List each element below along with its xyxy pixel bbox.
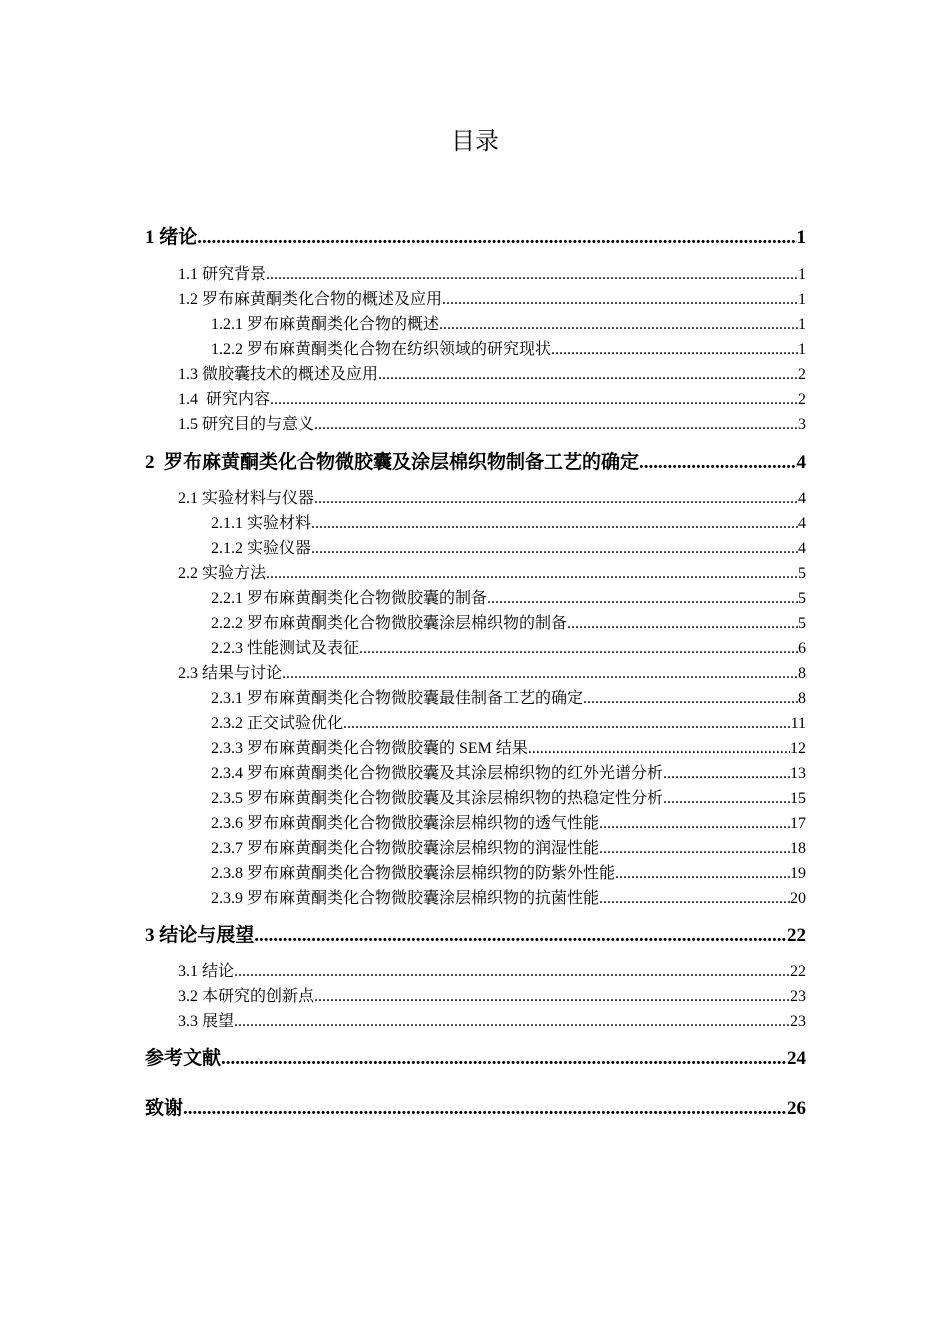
dot-leader bbox=[311, 513, 798, 535]
dot-leader bbox=[378, 364, 798, 386]
toc-page-number: 4 bbox=[798, 540, 806, 557]
toc-page-number: 22 bbox=[790, 963, 806, 980]
toc-page-number: 1 bbox=[798, 316, 806, 333]
toc-page-number: 13 bbox=[790, 765, 806, 782]
dot-leader bbox=[270, 389, 798, 411]
toc-entry-2-3-1[interactable] bbox=[211, 688, 806, 710]
toc-entry-1-2[interactable] bbox=[178, 289, 806, 311]
dot-leader bbox=[439, 314, 798, 336]
dot-leader bbox=[314, 414, 798, 436]
dot-leader bbox=[663, 788, 790, 810]
toc-page-number: 1 bbox=[798, 291, 806, 308]
toc-entry-label: 1.5 研究目的与意义 bbox=[178, 416, 315, 433]
toc-entry-2-1-2[interactable] bbox=[211, 538, 806, 560]
toc-entry-label: 致谢 bbox=[145, 1098, 184, 1119]
toc-entry-label: 1 绪论 bbox=[145, 227, 198, 248]
toc-entry-label: 2.3.4 罗布麻黄酮类化合物微胶囊及其涂层棉织物的红外光谱分析 bbox=[211, 765, 664, 782]
dot-leader bbox=[551, 339, 798, 361]
dot-leader bbox=[528, 738, 790, 760]
toc-entry-label: 2.3 结果与讨论 bbox=[178, 665, 283, 682]
toc-entry-2-2-1[interactable] bbox=[211, 588, 806, 610]
toc-entry-label: 1.3 微胶囊技术的概述及应用 bbox=[178, 366, 379, 383]
toc-entry-1-1[interactable] bbox=[178, 264, 806, 286]
toc-entry-label: 3.3 展望 bbox=[178, 1013, 235, 1030]
dot-leader bbox=[442, 289, 798, 311]
toc-page-number: 6 bbox=[798, 640, 806, 657]
toc-entry-label: 2.1 实验材料与仪器 bbox=[178, 490, 315, 507]
dot-leader bbox=[314, 986, 790, 1008]
dot-leader bbox=[599, 888, 790, 910]
toc-entry-1-5[interactable] bbox=[178, 414, 806, 436]
toc-entry-label: 2.2.3 性能测试及表征 bbox=[211, 640, 360, 657]
toc-page-number: 23 bbox=[790, 988, 806, 1005]
dot-leader bbox=[487, 588, 798, 610]
toc-entry-acknowledgements[interactable] bbox=[145, 1096, 806, 1122]
toc-page-number: 4 bbox=[798, 490, 806, 507]
toc-entry-label: 3.2 本研究的创新点 bbox=[178, 988, 315, 1005]
toc-entry-label: 2.3.2 正交试验优化 bbox=[211, 715, 344, 732]
toc-entry-3-1[interactable] bbox=[178, 961, 806, 983]
toc-entry-chapter-2[interactable] bbox=[145, 450, 806, 476]
toc-entry-label: 2.2.1 罗布麻黄酮类化合物微胶囊的制备 bbox=[211, 590, 488, 607]
toc-entry-1-4[interactable] bbox=[178, 389, 806, 411]
toc-page-number: 2 bbox=[798, 366, 806, 383]
toc-entry-2-3-8[interactable] bbox=[211, 863, 806, 885]
toc-entry-label: 2.3.3 罗布麻黄酮类化合物微胶囊的 SEM 结果 bbox=[211, 740, 528, 757]
dot-leader bbox=[343, 713, 791, 735]
toc-page-number: 4 bbox=[798, 515, 806, 532]
toc-entry-2-2-3[interactable] bbox=[211, 638, 806, 660]
toc-page-number: 2 bbox=[798, 391, 806, 408]
toc-page-number: 15 bbox=[790, 790, 806, 807]
toc-page-number: 5 bbox=[798, 565, 806, 582]
toc-entry-label: 1.1 研究背景 bbox=[178, 266, 267, 283]
toc-entry-chapter-1[interactable] bbox=[145, 225, 806, 251]
toc-entry-label: 2.3.6 罗布麻黄酮类化合物微胶囊涂层棉织物的透气性能 bbox=[211, 815, 600, 832]
toc-page-number: 22 bbox=[787, 925, 806, 946]
dot-leader bbox=[599, 813, 790, 835]
toc-page-number: 1 bbox=[798, 341, 806, 358]
dot-leader bbox=[266, 264, 798, 286]
toc-entry-label: 2.3.7 罗布麻黄酮类化合物微胶囊涂层棉织物的润湿性能 bbox=[211, 840, 600, 857]
toc-entry-2-3-2[interactable] bbox=[211, 713, 806, 735]
toc-entry-references[interactable] bbox=[145, 1046, 806, 1072]
toc-entry-1-2-1[interactable] bbox=[211, 314, 806, 336]
toc-page-number: 18 bbox=[790, 840, 806, 857]
toc-entry-label: 2 罗布麻黄酮类化合物微胶囊及涂层棉织物制备工艺的确定 bbox=[145, 452, 640, 473]
toc-entry-label: 2.3.1 罗布麻黄酮类化合物微胶囊最佳制备工艺的确定 bbox=[211, 690, 584, 707]
dot-leader bbox=[254, 923, 787, 949]
toc-entry-2-1-1[interactable] bbox=[211, 513, 806, 535]
toc-entry-2-3-3[interactable] bbox=[211, 738, 806, 760]
toc-page-number: 12 bbox=[790, 740, 806, 757]
toc-page-number: 8 bbox=[798, 665, 806, 682]
toc-page-number: 3 bbox=[798, 416, 806, 433]
toc-entry-2-2-2[interactable] bbox=[211, 613, 806, 635]
toc-page-number: 1 bbox=[798, 266, 806, 283]
page-title: 目录 bbox=[451, 127, 499, 155]
toc-page-number: 5 bbox=[798, 615, 806, 632]
dot-leader bbox=[639, 450, 796, 476]
dot-leader bbox=[221, 1046, 787, 1072]
toc-page-number: 11 bbox=[790, 715, 806, 732]
toc-page-number: 4 bbox=[796, 452, 806, 473]
dot-leader bbox=[234, 961, 790, 983]
dot-leader bbox=[197, 225, 796, 251]
toc-entry-1-2-2[interactable] bbox=[211, 339, 806, 361]
toc-entry-label: 2.3.9 罗布麻黄酮类化合物微胶囊涂层棉织物的抗菌性能 bbox=[211, 890, 600, 907]
dot-leader bbox=[359, 638, 798, 660]
dot-leader bbox=[599, 838, 790, 860]
toc-entry-label: 1.4 研究内容 bbox=[178, 391, 271, 408]
toc-entry-2-3-5[interactable] bbox=[211, 788, 806, 810]
toc-entry-label: 3.1 结论 bbox=[178, 963, 235, 980]
toc-entry-2-3-7[interactable] bbox=[211, 838, 806, 860]
dot-leader bbox=[311, 538, 798, 560]
toc-entry-label: 3 结论与展望 bbox=[145, 925, 255, 946]
toc-page-number: 1 bbox=[796, 227, 806, 248]
toc-entry-2-3[interactable] bbox=[178, 663, 806, 685]
toc-page-number: 17 bbox=[790, 815, 806, 832]
dot-leader bbox=[583, 688, 798, 710]
dot-leader bbox=[567, 613, 798, 635]
toc-entry-2-3-9[interactable] bbox=[211, 888, 806, 910]
dot-leader bbox=[663, 763, 790, 785]
toc-page-number: 24 bbox=[787, 1048, 806, 1069]
toc-entry-2-3-6[interactable] bbox=[211, 813, 806, 835]
dot-leader bbox=[266, 563, 798, 585]
toc-page-number: 5 bbox=[798, 590, 806, 607]
toc-entry-chapter-3[interactable] bbox=[145, 923, 806, 949]
toc-entry-2-3-4[interactable] bbox=[211, 763, 806, 785]
toc-entry-label: 1.2 罗布麻黄酮类化合物的概述及应用 bbox=[178, 291, 443, 308]
dot-leader bbox=[234, 1011, 790, 1033]
dot-leader bbox=[314, 488, 798, 510]
toc-entry-label: 2.3.8 罗布麻黄酮类化合物微胶囊涂层棉织物的防紫外性能 bbox=[211, 865, 616, 882]
toc-entry-1-3[interactable] bbox=[178, 364, 806, 386]
toc-page-number: 23 bbox=[790, 1013, 806, 1030]
toc-entry-label: 2.2.2 罗布麻黄酮类化合物微胶囊涂层棉织物的制备 bbox=[211, 615, 568, 632]
toc-entry-label: 2.2 实验方法 bbox=[178, 565, 267, 582]
toc-entry-label: 2.1.2 实验仪器 bbox=[211, 540, 312, 557]
toc-entry-3-3[interactable] bbox=[178, 1011, 806, 1033]
toc-entry-3-2[interactable] bbox=[178, 986, 806, 1008]
toc-entry-label: 1.2.2 罗布麻黄酮类化合物在纺织领域的研究现状 bbox=[211, 341, 552, 358]
toc-page-number: 8 bbox=[798, 690, 806, 707]
toc-entry-label: 1.2.1 罗布麻黄酮类化合物的概述 bbox=[211, 316, 440, 333]
toc-entry-label: 2.3.5 罗布麻黄酮类化合物微胶囊及其涂层棉织物的热稳定性分析 bbox=[211, 790, 664, 807]
dot-leader bbox=[183, 1096, 787, 1122]
toc-page-number: 26 bbox=[787, 1098, 806, 1119]
toc-entry-label: 参考文献 bbox=[145, 1048, 222, 1069]
dot-leader bbox=[282, 663, 798, 685]
dot-leader bbox=[615, 863, 790, 885]
toc-page-number: 20 bbox=[790, 890, 806, 907]
toc-entry-2-1[interactable] bbox=[178, 488, 806, 510]
toc-page-number: 19 bbox=[790, 865, 806, 882]
toc-entry-2-2[interactable] bbox=[178, 563, 806, 585]
toc-entry-label: 2.1.1 实验材料 bbox=[211, 515, 312, 532]
